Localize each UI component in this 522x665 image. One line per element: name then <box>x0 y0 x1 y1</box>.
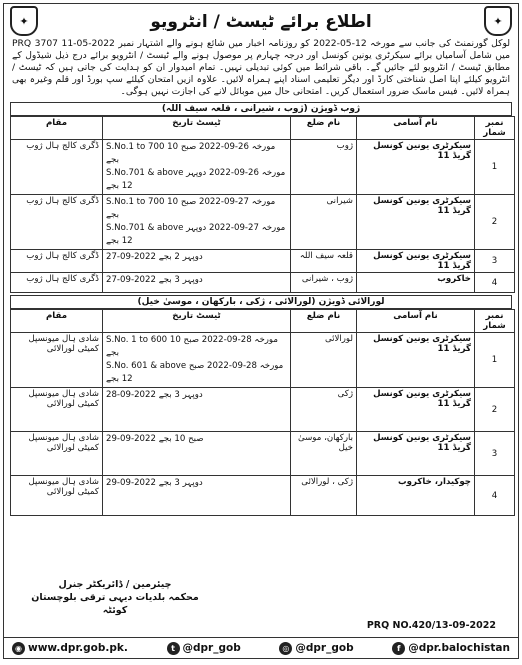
post-name: سیکرٹری یونین کونسل گریڈ 11 <box>357 388 475 432</box>
test-date-cell <box>103 333 291 388</box>
footer-item-facebook[interactable] <box>392 642 510 655</box>
test-date-line: 28-09-2022 دوپہر 3 بجے <box>106 390 203 400</box>
test-date-line: S.No.1 to 700 مورخہ 26-09-2022 صبح 10 بجے <box>106 142 276 165</box>
post-name: سیکرٹری یونین کونسل گریڈ 11 <box>357 195 475 250</box>
serial-number: 3 <box>475 250 515 273</box>
column-header: ٹیسٹ تاریخ <box>103 310 291 333</box>
table-row <box>11 476 515 516</box>
district-name: قلعہ سیف اللہ <box>291 250 357 273</box>
test-date-line: S.No.701 & above مورخہ 27-09-2022 دوپہر 12 بجے <box>106 223 286 246</box>
instagram-icon: ◎ <box>279 642 292 655</box>
test-date-line: 29-09-2022 صبح 10 بجے <box>106 434 204 444</box>
footer-instagram-text: @dpr_gob <box>295 642 354 654</box>
venue: ڈگری کالج ہال ژوب <box>11 250 103 273</box>
serial-number: 2 <box>475 388 515 432</box>
district-name: شیرانی <box>291 195 357 250</box>
footer-item-instagram[interactable] <box>279 642 353 655</box>
schedule-sections <box>4 102 518 516</box>
venue: شادی ہال میونسپل کمیٹی لورالائی <box>11 333 103 388</box>
post-name: خاکروب <box>357 273 475 293</box>
test-date-cell <box>103 476 291 516</box>
footer-bar <box>4 637 518 658</box>
venue: شادی ہال میونسپل کمیٹی لورالائی <box>11 476 103 516</box>
serial-number: 4 <box>475 476 515 516</box>
column-header: مقام <box>11 117 103 140</box>
table-row <box>11 140 515 195</box>
test-date-line: 27-09-2022 دوپہر 2 بجے <box>106 252 203 262</box>
district-name: ژکی <box>291 388 357 432</box>
venue: شادی ہال میونسپل کمیٹی لورالائی <box>11 432 103 476</box>
column-header: نام آسامی <box>357 117 475 140</box>
post-name: سیکرٹری یونین کونسل گریڈ 11 <box>357 250 475 273</box>
district-name: ژوب ، شیرانی <box>291 273 357 293</box>
post-name: چوکیدار، خاکروب <box>357 476 475 516</box>
serial-number: 1 <box>475 333 515 388</box>
signature-title: چیئرمین / ڈائریکٹر جنرل <box>58 579 172 590</box>
notice-page <box>3 3 519 659</box>
column-header: نام ضلع <box>291 117 357 140</box>
table-row <box>11 388 515 432</box>
test-date-cell <box>103 273 291 293</box>
venue: شادی ہال میونسپل کمیٹی لورالائی <box>11 388 103 432</box>
district-name: بارکھان، موسیٰ خیل <box>291 432 357 476</box>
district-name: لورالائی <box>291 333 357 388</box>
venue: ڈگری کالج ہال ژوب <box>11 273 103 293</box>
test-date-cell <box>103 388 291 432</box>
prq-number: PRQ NO.420/13-09-2022 <box>366 620 496 631</box>
table-row <box>11 250 515 273</box>
table-row <box>11 273 515 293</box>
table-header-row <box>11 310 515 333</box>
serial-number: 1 <box>475 140 515 195</box>
test-date-line: 29-09-2022 دوپہر 3 بجے <box>106 478 203 488</box>
government-seal-icon: ✦ <box>10 6 38 36</box>
post-name: سیکرٹری یونین کونسل گریڈ 11 <box>357 140 475 195</box>
test-date-cell <box>103 250 291 273</box>
globe-icon: ◉ <box>12 642 25 655</box>
post-name: سیکرٹری یونین کونسل گریڈ 11 <box>357 333 475 388</box>
test-date-line: S.No. 1 to 600 مورخہ 28-09-2022 صبح 10 بجے <box>106 335 278 358</box>
footer-facebook-text: @dpr.balochistan <box>408 642 510 654</box>
government-seal-icon: ✦ <box>484 6 512 36</box>
serial-number: 4 <box>475 273 515 293</box>
section-title: لورالائی ڈویژن (لورالائی ، ژکی ، بارکھان ، موسیٰ خیل) <box>10 295 512 309</box>
test-date-line: 27-09-2022 دوپہر 3 بجے <box>106 275 203 285</box>
test-date-line: S.No.1 to 700 مورخہ 27-09-2022 صبح 10 بجے <box>106 197 276 220</box>
column-header: مقام <box>11 310 103 333</box>
test-date-line: S.No.701 & above مورخہ 26-09-2022 دوپہر 12 بجے <box>106 168 286 191</box>
venue: ڈگری کالج ہال ژوب <box>11 195 103 250</box>
twitter-icon: t <box>167 642 180 655</box>
footer-website-text: www.dpr.gob.pk. <box>28 642 128 654</box>
table-header-row <box>11 117 515 140</box>
schedule-table <box>10 309 515 516</box>
test-date-cell <box>103 195 291 250</box>
footer-item-twitter[interactable] <box>167 642 241 655</box>
notice-intro: لوکل گورنمنٹ کی جانب سے مورخہ 12-05-2022 کو روزنامہ اخبار میں شائع ہونے والے اشتہار نمبر PRQ 3707 11-05-2022 میں شامل آسامیاں برائے سیکرٹری یونین کونسل اور درجہ چہارم پر موصول ہونے والے ٹیسٹ / انٹرویو برائے درج ذیل شیڈول کے مطابق ٹیسٹ / انٹرویو لئے جائیں گے۔ باقی شرائط میں کوئی تبدیلی نہیں۔ تمام امیدوار ان کو ہدایت کی جاتی ہیں کہ ٹیسٹ / انٹرویو کیلئے اپنا اصل شناختی کارڈ اور دیگر تعلیمی اسناد اپنے ہمراہ لائیں۔ علاوہ ازیں امتحان کیلئے سپ بورڈ اور قلم وغیرہ بھی ہمراہ لائیں۔ فیس ماسک ضرور استعمال کریں۔ امتحانی حال میں موبائل لانے کی اجازت نہیں ہوگی۔ <box>12 38 510 97</box>
test-date-cell <box>103 140 291 195</box>
footer-item-website[interactable] <box>12 642 128 655</box>
table-row <box>11 195 515 250</box>
signature-block <box>30 578 200 617</box>
signature-department: محکمہ بلدیات دیہی ترقی بلوچستان کوئٹہ <box>31 592 199 616</box>
district-name: ژوب <box>291 140 357 195</box>
notice-header <box>4 4 518 38</box>
column-header: نام ضلع <box>291 310 357 333</box>
column-header: نمبر شمار <box>475 310 515 333</box>
test-date-line: S.No. 601 & above مورخہ 28-09-2022 صبح 12 بجے <box>106 361 284 384</box>
facebook-icon: f <box>392 642 405 655</box>
post-name: سیکرٹری یونین کونسل گریڈ 11 <box>357 432 475 476</box>
footer-twitter-text: @dpr_gob <box>182 642 241 654</box>
column-header: نام آسامی <box>357 310 475 333</box>
table-row <box>11 432 515 476</box>
column-header: ٹیسٹ تاریخ <box>103 117 291 140</box>
table-row <box>11 333 515 388</box>
schedule-table <box>10 116 515 293</box>
section-title: ژوب ڈویژن (ژوب ، شیرانی ، قلعہ سیف اللہ) <box>10 102 512 116</box>
column-header: نمبر شمار <box>475 117 515 140</box>
test-date-cell <box>103 432 291 476</box>
serial-number: 2 <box>475 195 515 250</box>
notice-title: اطلاع برائے ٹیسٹ / انٹرویو <box>150 11 372 32</box>
venue: ڈگری کالج ہال ژوب <box>11 140 103 195</box>
serial-number: 3 <box>475 432 515 476</box>
district-name: ژکی ، لورالائی <box>291 476 357 516</box>
